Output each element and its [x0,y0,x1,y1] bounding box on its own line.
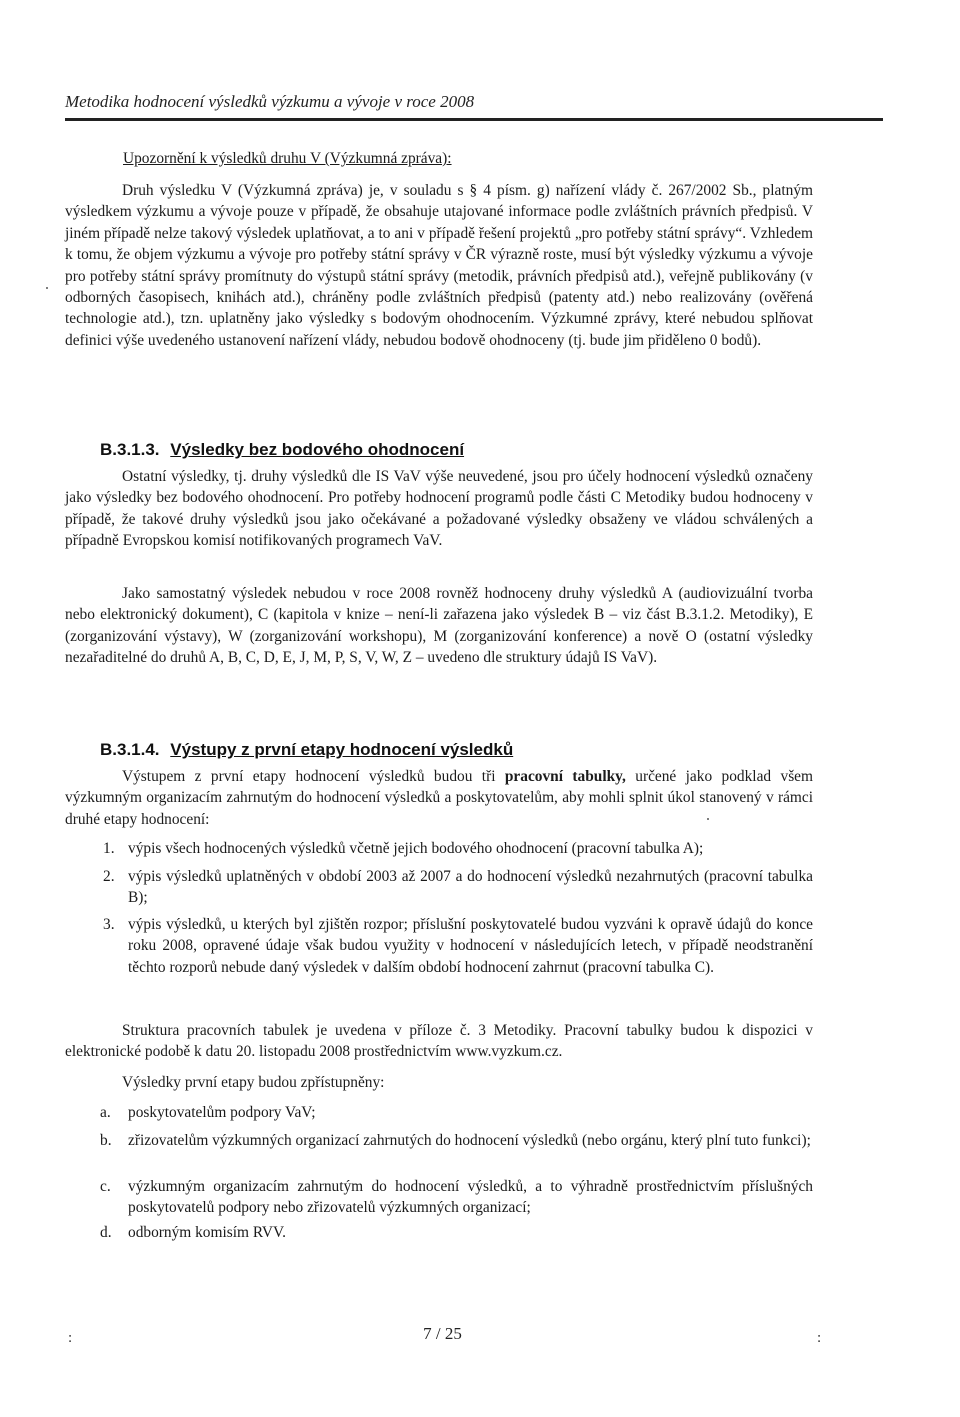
footer-right-mark: : [817,1330,822,1346]
running-header: Metodika hodnocení výsledků výzkumu a vývoje v roce 2008 [65,92,475,111]
notice-paragraph [65,180,813,351]
lettered-item: zřizovatelům výzkumných organizací zahrnutých do hodnocení výsledků (nebo orgánu, který plní tuto funkci); [128,1132,811,1149]
lettered-item: poskytovatelům podpory VaV; [128,1104,316,1121]
numbered-item: výpis výsledků, u kterých byl zjištěn rozpor; příslušní poskytovatelé budou vyzváni k opravě údajů do konce roku 2008, opravené údaje však budou využity v hodnocení v následujících letech, v případě neodstranění těchto rozporů nebude daný výsledek v dalším období hodnocení zahrnut (pracovní tabulka C). [128,916,813,976]
paragraph-text: Ostatní výsledky, tj. druhy výsledků dle IS VaV výše neuvedené, jsou pro účely hodnocení výsledků označeny jako výsledky bez bodového ohodnocení. Pro potřeby hodnocení programů podle části C Metodiky budou hodnoceny v případě, že takové druhy výsledků jsou jako očekávané a požadované výsledky obsaženy ve vládou schválených a případně Evropskou komisí notifikovaných programech VaV. [65,468,813,550]
section-number: B.3.1.3. [100,440,160,459]
numbered-item: výpis výsledků uplatněných v období 2003 až 2007 a do hodnocení výsledků nezahrnutých (pracovní tabulka B); [128,868,813,907]
section-title: Výsledky bez bodového ohodnocení [170,440,465,459]
header-rule [65,118,883,121]
page-number: 7 / 25 [423,1324,462,1343]
numbered-marker: 3. [103,916,115,933]
scan-speck [707,818,709,820]
lettered-marker: d. [100,1224,112,1241]
lettered-marker: a. [100,1104,111,1121]
section-b314-intro [65,766,813,830]
section-heading-b313 [100,440,464,460]
lettered-item: výzkumným organizacím zahrnutým do hodnocení výsledků, a to výhradně prostřednictvím příslušných poskytovatelů podpory nebo zřizovatelů výzkumných organizací; [128,1178,813,1217]
section-heading-b314 [100,740,513,760]
section-b313-paragraph-2 [65,583,813,669]
scan-speck [46,287,48,289]
intro-text-end: určené jako podklad všem výzkumným organizacím zahrnutým do hodnocení výsledků a poskytovatelům, aby mohli splnit úkol stanovený v rámci druhé etapy hodnocení: [65,768,813,828]
paragraph-text: Struktura pracovních tabulek je uvedena v příloze č. 3 Metodiky. Pracovní tabulky budou k dispozici v elektronické podobě k datu 20. listopadu 2008 prostřednictvím www.vyzkum.cz. [65,1022,813,1061]
numbered-item: výpis všech hodnocených výsledků včetně jejich bodového ohodnocení (pracovní tabulka A); [128,840,704,857]
intro-text [65,766,813,830]
lettered-marker: b. [100,1132,112,1149]
intro-bold-term: pracovní tabulky, [504,768,626,785]
section-title: Výstupy z první etapy hodnocení výsledků [170,740,514,759]
section-b313-paragraph-1 [65,466,813,552]
numbered-marker: 2. [103,868,115,885]
lettered-marker: c. [100,1178,111,1195]
notice-paragraph-text: Druh výsledku V (Výzkumná zpráva) je, v souladu s § 4 písm. g) nařízení vlády č. 267/2002 Sb., platným výsledkem výzkumu a vývoje pouze v případě, že obsahuje utajované informace podle zvláštních právních předpisů. V jiném případě nelze takový výsledek uplatňovat, a to ani v případě řešení projektů „pro potřeby státní správy“. Vzhledem k tomu, že objem výzkumu a vývoje pro potřeby státní správy v ČR výrazně roste, musí být výsledky výzkumu a vývoje pro potřeby státní správy promítnuty do výstupů státní správy (metodik, právních předpisů atd.), veřejně publikovány (v odborných časopisech, knihách atd.), chráněny podle zvláštních předpisů (patenty atd.) nebo realizovány (ověřená technologie atd.), tzn. uplatněny jako výsledky s bodovým ohodnocením. Výzkumné zprávy, které nebudou splňovat definici výše uvedeného ustanovení nařízení vlády, nebudou bodově ohodnoceny (tj. bude jim přiděleno 0 bodů). [65,182,813,349]
footer-left-mark: : [68,1330,73,1346]
intro-text-start: Výstupem z první etapy hodnocení výsledků budou tři [122,768,505,785]
structure-paragraph [65,1020,813,1063]
lettered-item: odborným komisím RVV. [128,1224,286,1241]
paragraph-text: Jako samostatný výsledek nebudou v roce 2008 rovněž hodnoceny druhy výsledků A (audiovizuální tvorba nebo elektronický dokument), C (kapitola v knize – není-li zařazena jako výsledek B – viz část B.3.1.2. Metodiky), E (zorganizování výstavy), W (zorganizování workshopu), M (zorganizování konference) a nově O (ostatní výsledky nezařaditelné do druhů A, B, C, D, E, J, M, P, S, V, W, Z – uvedeno dle struktury údajů IS VaV). [65,585,813,667]
numbered-marker: 1. [103,840,115,857]
section-number: B.3.1.4. [100,740,160,759]
availability-intro: Výsledky první etapy budou zpřístupněny: [122,1074,385,1091]
notice-heading: Upozornění k výsledků druhu V (Výzkumná zpráva): [123,150,452,167]
